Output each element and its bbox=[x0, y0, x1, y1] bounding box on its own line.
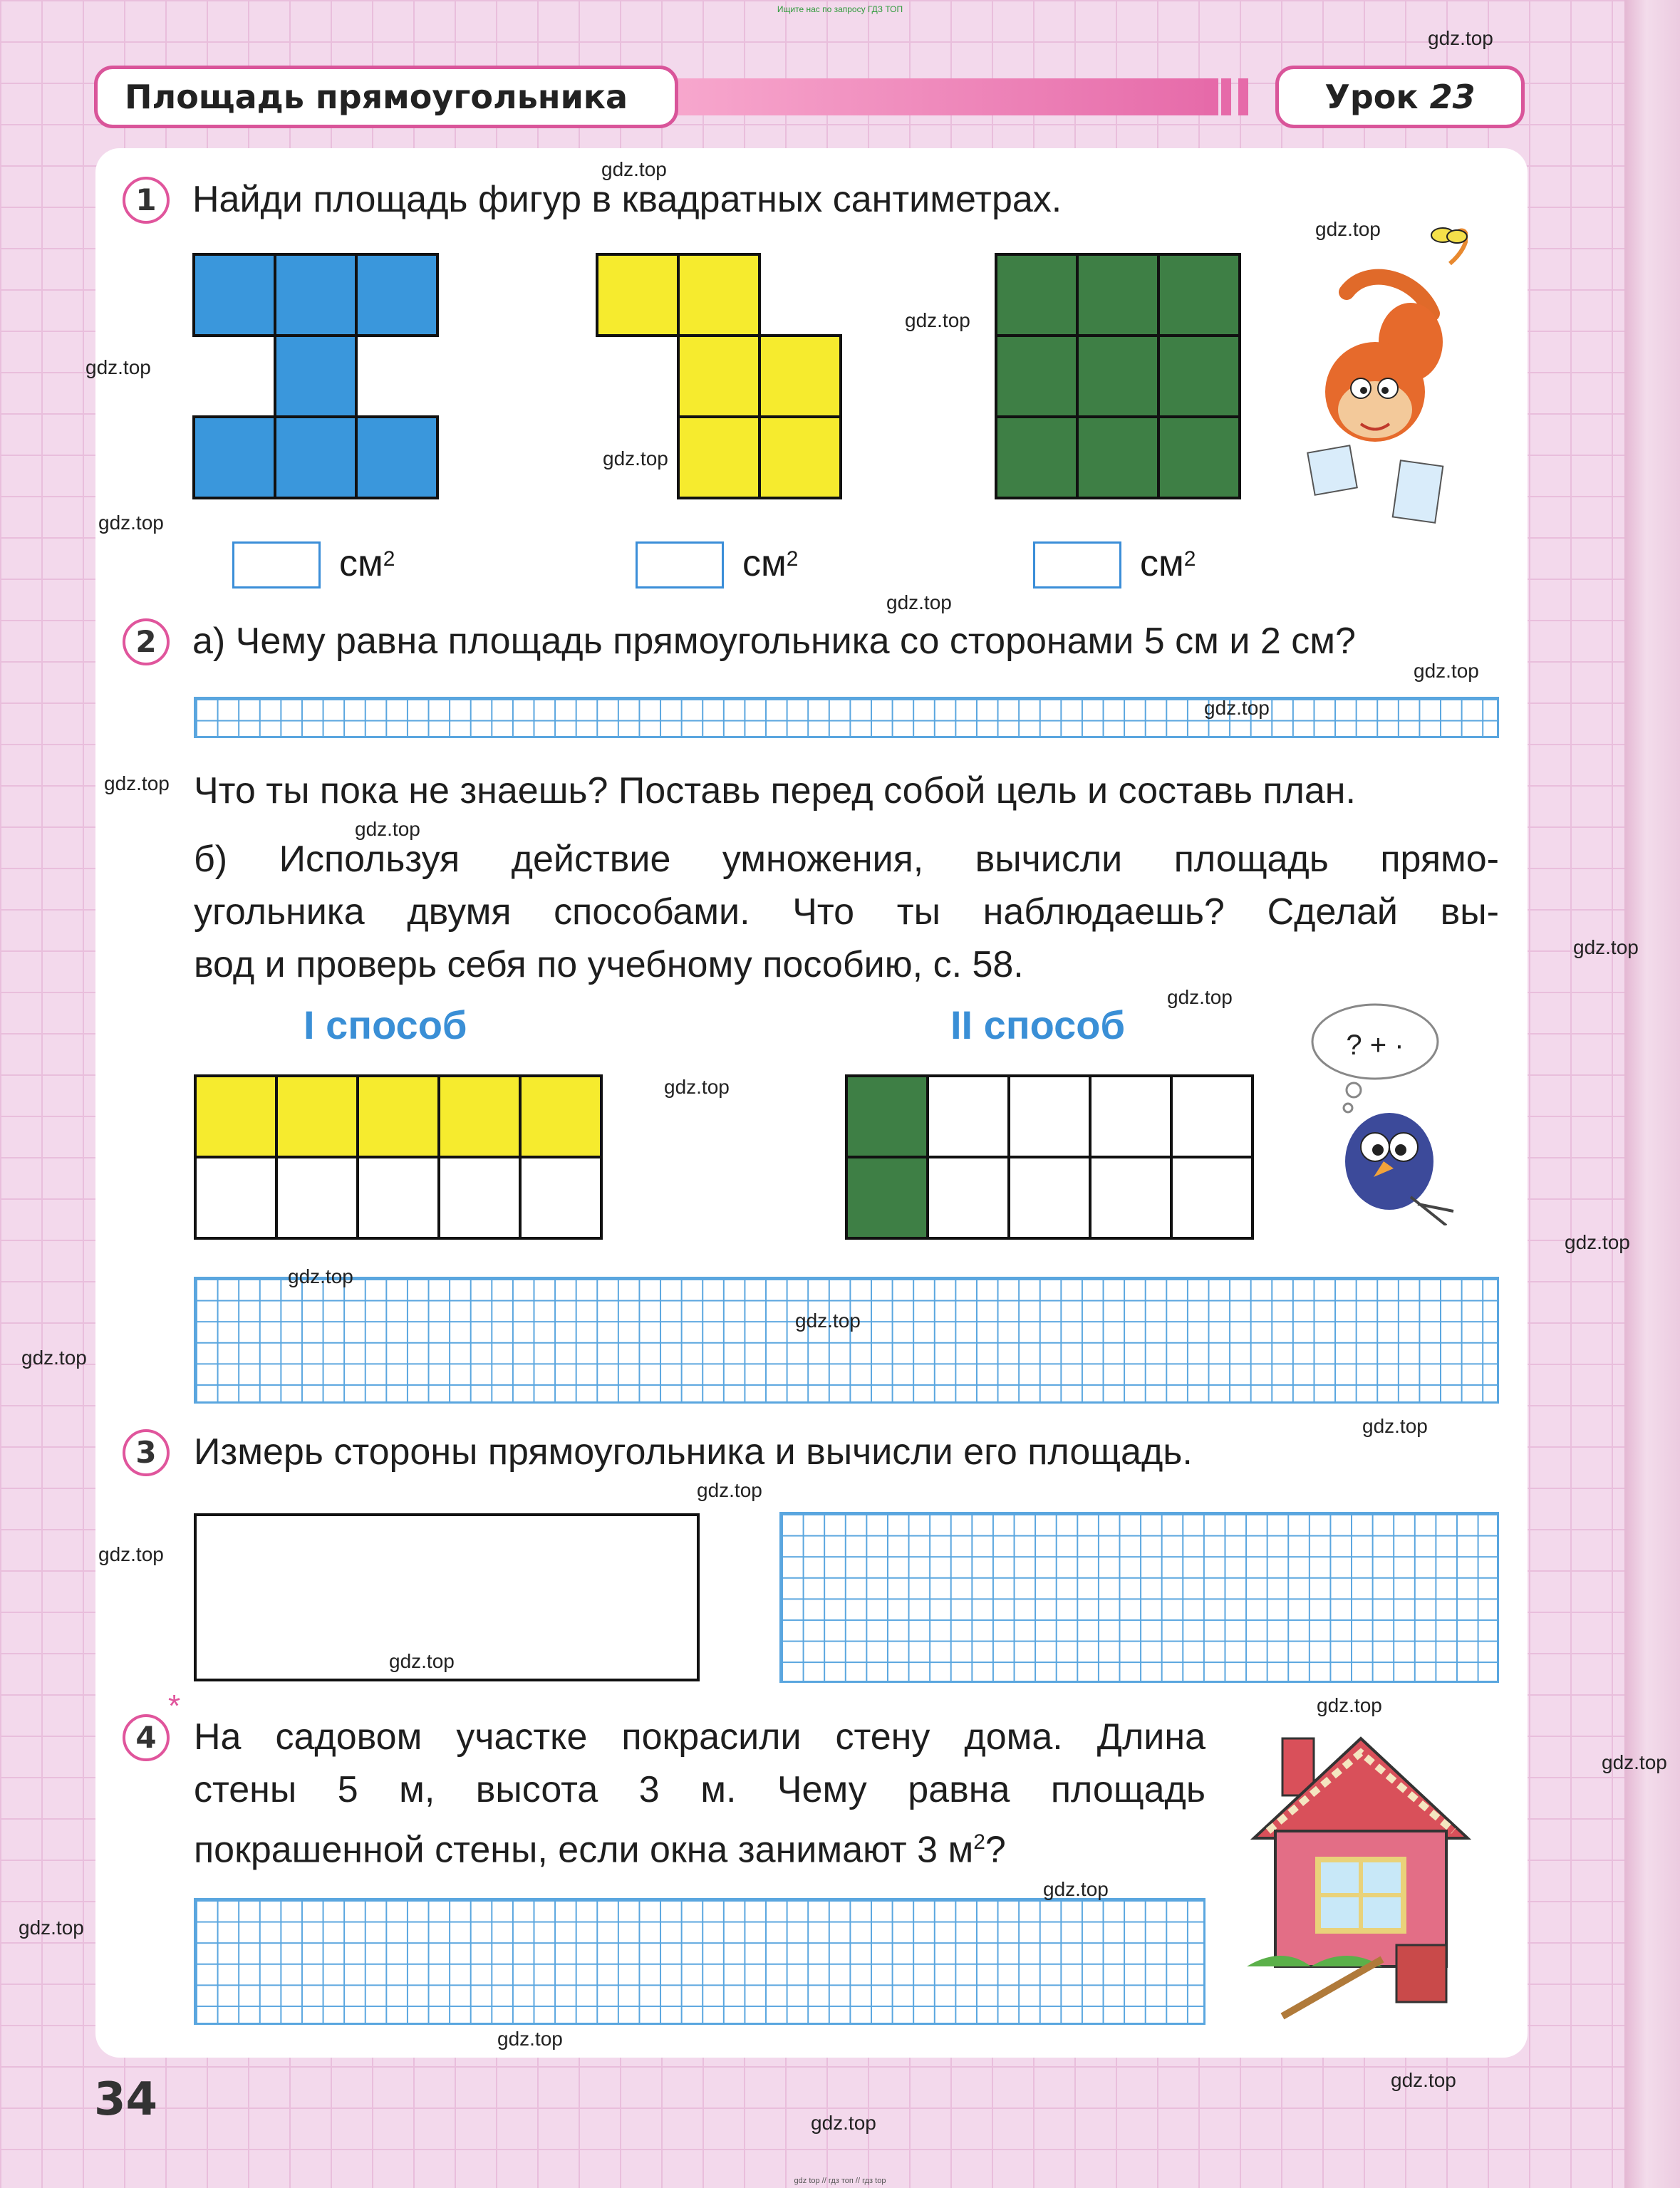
watermark: gdz.top bbox=[1362, 1415, 1428, 1437]
watermark: gdz.top bbox=[601, 158, 667, 180]
task-2a-text: а) Чему равна площадь прямоугольника со сторонами 5 см и 2 см? bbox=[192, 621, 1356, 662]
watermark: gdz.top bbox=[795, 1310, 861, 1332]
watermark: gdz.top bbox=[497, 2028, 563, 2050]
task-4-line-2: стены 5 м, высота 3 м. Чему равна площадь bbox=[194, 1769, 1205, 1810]
lesson-number-badge bbox=[1275, 66, 1525, 128]
lesson-number: 23 bbox=[1429, 78, 1476, 116]
task-2-question: Что ты пока не знаешь? Поставь перед собой цель и составь план. bbox=[194, 770, 1356, 812]
task-4-line-1: На садовом участке покрасили стену дома. Длина bbox=[194, 1716, 1205, 1758]
unit-label-yellow: $см^2$ bbox=[742, 543, 799, 584]
task-1-text: Найди площадь фигур в квадратных сантиметрах. bbox=[192, 179, 1062, 220]
answer-grid-4[interactable] bbox=[194, 1898, 1205, 2025]
task-4-badge: 4 bbox=[123, 1714, 170, 1761]
watermark: gdz.top bbox=[886, 591, 952, 613]
lesson-prefix: Урок bbox=[1324, 78, 1419, 116]
top-note: Ищите нас по запросу ГДЗ ТОП bbox=[777, 4, 903, 14]
task-3-text: Измерь стороны прямоугольника и вычисли его площадь. bbox=[194, 1431, 1193, 1473]
watermark: gdz.top bbox=[355, 818, 420, 840]
bottom-note: gdz top // гдз топ // гдз top bbox=[794, 2177, 886, 2185]
unit-label-green: $см^2$ bbox=[1140, 543, 1196, 584]
task-1-badge: 1 bbox=[123, 177, 170, 224]
task-3-badge: 3 bbox=[123, 1429, 170, 1476]
task-1-figures bbox=[192, 253, 1261, 509]
bubble-text: ? + · bbox=[1346, 1030, 1404, 1061]
task-2-badge: 2 bbox=[123, 618, 170, 665]
watermark: gdz.top bbox=[85, 356, 151, 378]
watermark: gdz.top bbox=[1414, 660, 1479, 682]
watermark: gdz.top bbox=[21, 1347, 87, 1369]
task-2b-line-3: вод и проверь себя по учебному пособию, с. 58. bbox=[194, 944, 1024, 985]
page-number: 34 bbox=[94, 2073, 158, 2126]
watermark: gdz.top bbox=[664, 1076, 730, 1098]
monkey-illustration bbox=[1304, 214, 1468, 527]
butterfly-icon bbox=[1431, 228, 1467, 243]
watermark: gdz.top bbox=[905, 309, 970, 331]
bird-illustration bbox=[1304, 990, 1482, 1225]
watermark: gdz.top bbox=[1602, 1751, 1667, 1773]
watermark: gdz.top bbox=[1315, 218, 1381, 240]
lesson-title: Площадь прямоугольника bbox=[94, 66, 678, 128]
watermark: gdz.top bbox=[1565, 1231, 1630, 1253]
answer-box-green[interactable] bbox=[1033, 541, 1121, 589]
watermark: gdz.top bbox=[1573, 936, 1639, 958]
watermark: gdz.top bbox=[1317, 1694, 1382, 1716]
task-2b-line-2: угольника двумя способами. Что ты наблюдаешь? Сделай вы- bbox=[194, 891, 1499, 933]
method-1-heading: I способ bbox=[304, 1002, 467, 1047]
book-spine bbox=[1624, 0, 1680, 2188]
blue-figure bbox=[194, 254, 437, 498]
watermark: gdz.top bbox=[98, 1543, 164, 1565]
watermark: gdz.top bbox=[389, 1650, 455, 1672]
watermark: gdz.top bbox=[288, 1265, 353, 1287]
watermark: gdz.top bbox=[811, 2112, 876, 2134]
watermark: gdz.top bbox=[1167, 986, 1233, 1008]
watermark: gdz.top bbox=[19, 1917, 84, 1939]
watermark: gdz.top bbox=[1043, 1878, 1109, 1900]
unit-label-blue: $см^2$ bbox=[339, 543, 395, 584]
difficulty-star-icon: * bbox=[168, 1689, 181, 1723]
house-illustration bbox=[1240, 1724, 1482, 2023]
green-figure bbox=[996, 254, 1240, 498]
task-4-line-3: покрашенной стены, если окна занимают 3 $м^2$? bbox=[194, 1829, 1006, 1871]
answer-grid-3[interactable] bbox=[779, 1512, 1499, 1683]
answer-box-yellow[interactable] bbox=[636, 541, 724, 589]
header-bars bbox=[1204, 78, 1248, 115]
watermark: gdz.top bbox=[98, 512, 164, 534]
answer-box-blue[interactable] bbox=[232, 541, 321, 589]
answer-grid-2a[interactable] bbox=[194, 697, 1499, 738]
method-2-rectangle bbox=[845, 1074, 1258, 1243]
watermark: gdz.top bbox=[1391, 2069, 1456, 2091]
method-1-rectangle bbox=[194, 1074, 607, 1243]
watermark: gdz.top bbox=[1428, 27, 1493, 49]
watermark: gdz.top bbox=[603, 447, 668, 470]
method-2-heading: II способ bbox=[950, 1002, 1126, 1047]
watermark: gdz.top bbox=[104, 772, 170, 794]
answer-grid-2b[interactable] bbox=[194, 1277, 1499, 1404]
header-band bbox=[677, 78, 1218, 115]
task-2b-line-1: б) Используя действие умножения, вычисли площадь прямо- bbox=[194, 839, 1499, 880]
watermark: gdz.top bbox=[697, 1479, 762, 1501]
watermark: gdz.top bbox=[1204, 697, 1270, 719]
